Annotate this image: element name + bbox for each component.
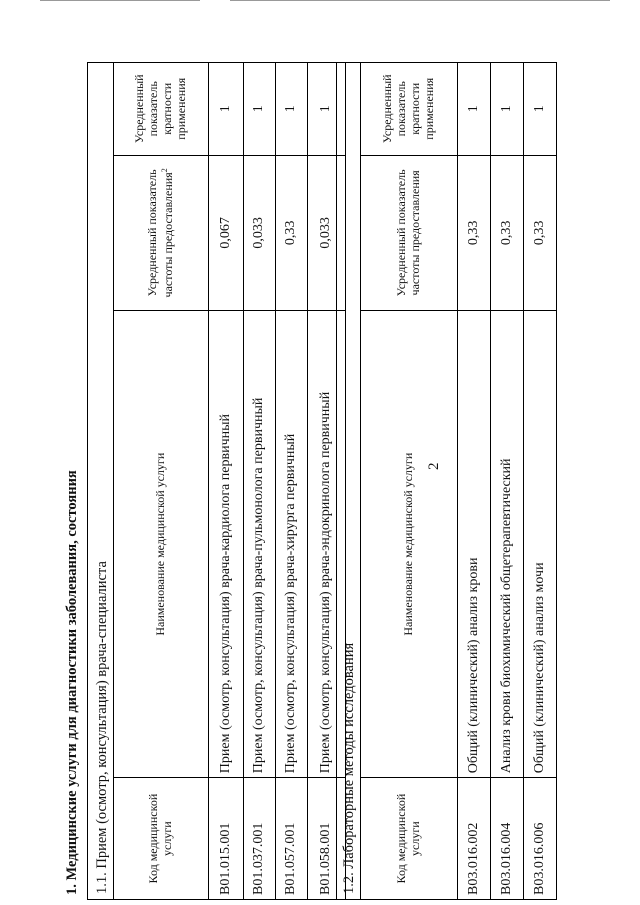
header-code: Код медицинской услуги xyxy=(114,778,209,900)
row-multiplicity: 1 xyxy=(276,63,308,156)
row-code: B03.016.004 xyxy=(491,778,524,900)
header-frequency-text: Усредненный показатель частоты предоставления xyxy=(145,169,175,298)
header-name: Наименование медицинской услуги xyxy=(361,311,458,778)
row-code: B01.037.001 xyxy=(244,778,276,900)
row-code: B01.015.001 xyxy=(209,778,244,900)
row-multiplicity: 1 xyxy=(209,63,244,156)
row-frequency: 0,067 xyxy=(209,155,244,311)
row-code: B03.016.006 xyxy=(524,778,557,900)
row-code: B01.057.001 xyxy=(276,778,308,900)
header-multiplicity: Усредненный показатель кратности применения xyxy=(361,63,458,156)
header-frequency: Усредненный показатель частоты предоставления xyxy=(361,155,458,311)
row-name: Прием (осмотр, консультация) врача-эндокринолога первичный xyxy=(308,311,346,778)
table-laboratory xyxy=(336,62,557,900)
row-name: Прием (осмотр, консультация) врача-хирурга первичный xyxy=(276,311,308,778)
row-multiplicity: 1 xyxy=(308,63,346,156)
table-row xyxy=(209,63,244,900)
row-name: Общий (клинический) анализ мочи xyxy=(524,311,557,778)
row-frequency: 0,33 xyxy=(276,155,308,311)
page-number: 2 xyxy=(426,462,442,470)
row-frequency: 0,33 xyxy=(524,155,557,311)
row-name: Прием (осмотр, консультация) врача-кардиолога первичный xyxy=(209,311,244,778)
table-row xyxy=(524,63,557,900)
row-name: Анализ крови биохимический общетерапевтический xyxy=(491,311,524,778)
table-title: 1.2. Лабораторные методы исследования xyxy=(337,63,361,900)
footnote-marker: 2 xyxy=(160,168,169,173)
row-code: B03.016.002 xyxy=(458,778,491,900)
header-name: Наименование медицинской услуги xyxy=(114,311,209,778)
row-multiplicity: 1 xyxy=(244,63,276,156)
row-name: Прием (осмотр, консультация) врача-пульмонолога первичный xyxy=(244,311,276,778)
row-name: Общий (клинический) анализ крови xyxy=(458,311,491,778)
table-title: 1.1. Прием (осмотр, консультация) врача-специалиста xyxy=(88,63,114,900)
row-code: B01.058.001 xyxy=(308,778,346,900)
table-row xyxy=(276,63,308,900)
table-row xyxy=(458,63,491,900)
header-code: Код медицинской услуги xyxy=(361,778,458,900)
row-frequency: 0,033 xyxy=(244,155,276,311)
header-frequency xyxy=(114,155,209,311)
table-consultations xyxy=(87,62,346,900)
row-multiplicity: 1 xyxy=(524,63,557,156)
header-multiplicity: Усредненный показатель кратности применения xyxy=(114,63,209,156)
table-row xyxy=(244,63,276,900)
section-heading: 1. Медицинские услуги для диагностики заболевания, состояния xyxy=(64,470,80,895)
row-frequency: 0,33 xyxy=(491,155,524,311)
row-multiplicity: 1 xyxy=(491,63,524,156)
row-multiplicity: 1 xyxy=(458,63,491,156)
table-row xyxy=(491,63,524,900)
row-frequency: 0,033 xyxy=(308,155,346,311)
row-frequency: 0,33 xyxy=(458,155,491,311)
